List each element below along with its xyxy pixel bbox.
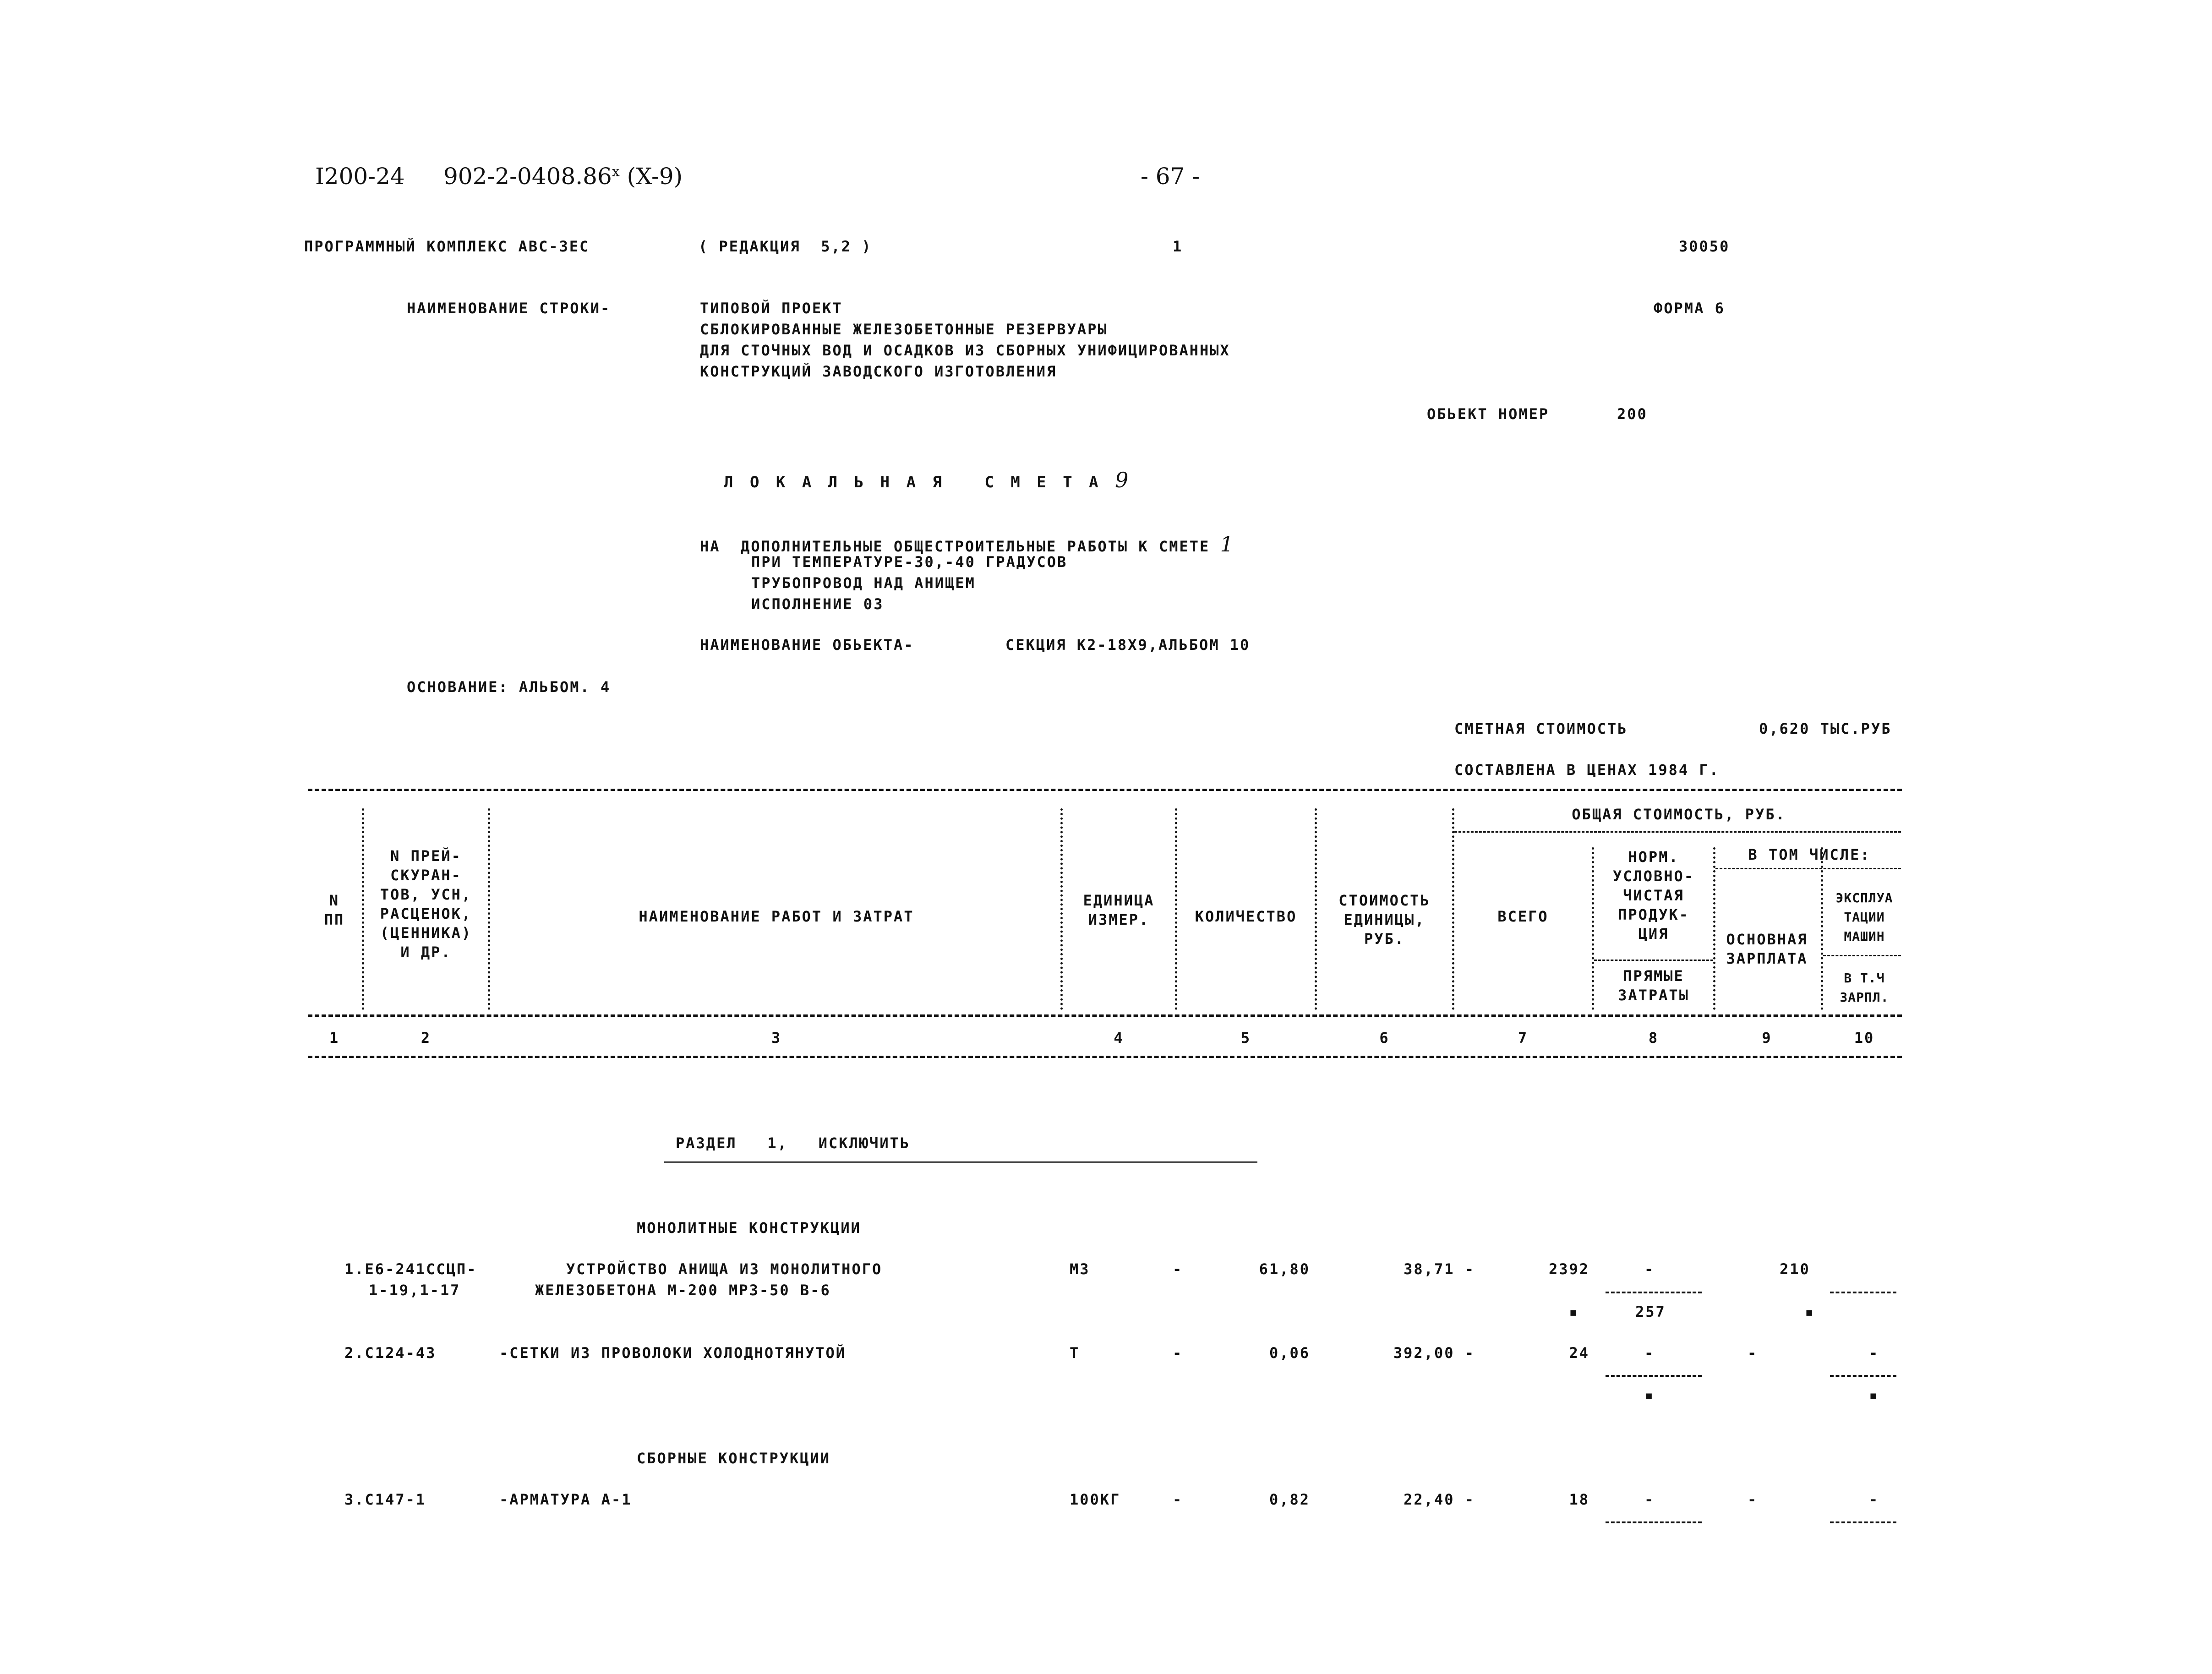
col-divider [1060,808,1063,1010]
row-code-2: 1-19,1-17 [369,1281,461,1299]
col-divider [1315,808,1317,1010]
cell-rule [1606,1521,1702,1523]
col-header-2: N ПРЕЙ- СКУРАН- ТОВ, УСН, РАСЦЕНОК, (ЦЕННИКА) И ДР. [380,847,472,961]
col-num: 7 [1518,1029,1529,1047]
cell-rule [1606,1375,1702,1377]
col-num: 10 [1854,1029,1875,1047]
col-header-1: N ПП [324,892,345,928]
row-dash: - [1173,1260,1183,1278]
col-num: 2 [421,1029,431,1047]
row-qty: 0,06 [1269,1344,1310,1362]
group-prefab: СБОРНЫЕ КОНСТРУКЦИИ [637,1450,831,1467]
object-name-label: НАИМЕНОВАНИЕ ОБЬЕКТА- [700,636,914,654]
section-underline [664,1161,1257,1166]
series-number: I200-24 [315,163,405,190]
line-name-3: ДЛЯ СТОЧНЫХ ВОД И ОСАДКОВ ИЗ СБОРНЫХ УНИФИЦИРОВАННЫХ [700,342,1230,359]
prices-year: СОСТАВЛЕНА В ЦЕНАХ 1984 Г. [1454,761,1720,779]
object-name: СЕКЦИЯ К2-18Х9,АЛЬБОМ 10 [1005,636,1251,654]
col-header-7: ВСЕГО [1497,908,1549,925]
line-name-1: ТИПОВОЙ ПРОЕКТ [700,300,843,317]
row-price: 392,00 - [1393,1344,1475,1362]
object-number-label: ОБЬЕКТ НОМЕР [1427,405,1550,423]
cell-rule [1606,1292,1702,1293]
col-header-10b: В Т.Ч ЗАРПЛ. [1840,971,1889,1005]
row-c10: - [1869,1344,1879,1362]
estimate-for-3: ТРУБОПРОВОД НАД АНИЩЕМ [751,574,976,592]
table-top-rule [308,789,1902,791]
col-header-10a: ЭКСПЛУА ТАЦИИ МАШИН [1835,890,1893,944]
total-cost-rule [1454,831,1901,833]
col-header-8a: НОРМ. УСЛОВНО- ЧИСТАЯ ПРОДУК- ЦИЯ [1612,848,1695,943]
col-divider [1452,808,1454,1010]
col-num: 6 [1379,1029,1390,1047]
row-dot: ▪ [1869,1386,1879,1404]
col-divider [1175,808,1177,1010]
col-divider [1713,847,1715,1010]
row-price: 22,40 - [1404,1491,1475,1508]
col-8-rule [1594,960,1713,961]
cell-rule [1830,1292,1896,1293]
program-complex: ПРОГРАММНЫЙ КОМПЛЕКС АВС-3ЕС [304,238,590,255]
row-name: -СЕТКИ ИЗ ПРОВОЛОКИ ХОЛОДНОТЯНУТОЙ [499,1344,847,1362]
row-total: 24 [1569,1344,1589,1362]
line-name-2: СБЛОКИРОВАННЫЕ ЖЕЛЕЗОБЕТОННЫЕ РЕЗЕРВУАРЫ [700,321,1108,338]
row-c8b: 257 [1635,1303,1666,1320]
row-unit: М3 [1070,1260,1090,1278]
col-header-3: НАИМЕНОВАНИЕ РАБОТ И ЗАТРАТ [639,908,914,925]
col-num: 3 [771,1029,782,1047]
row-qty: 61,80 [1259,1260,1310,1278]
row-name: -АРМАТУРА А-1 [499,1491,632,1508]
row-dot: ▪ [1644,1386,1655,1404]
numbers-bottom-rule [308,1056,1902,1058]
in-that-number-header: В ТОМ ЧИСЛЕ: [1748,846,1871,863]
col-num: 4 [1114,1029,1124,1047]
row-c10: - [1869,1491,1879,1508]
cell-rule [1830,1375,1896,1377]
col-10-rule [1823,955,1901,956]
row-name-2: ЖЕЛЕЗОБЕТОНА М-200 МРЗ-50 В-6 [535,1281,831,1299]
row-code: 2.С124-43 [344,1344,437,1362]
line-name-4: КОНСТРУКЦИЙ ЗАВОДСКОГО ИЗГОТОВЛЕНИЯ [700,363,1057,380]
estimate-for-1: НА ДОПОЛНИТЕЛЬНЫЕ ОБЩЕСТРОИТЕЛЬНЫЕ РАБОТЫ К СМЕТЕ 1 [700,532,1235,556]
project-code: 902-2-0408.86$^x$ (X-9) [443,163,683,190]
row-c8: - [1644,1344,1655,1362]
row-total: 2392 [1548,1260,1589,1278]
col-header-4: ЕДИНИЦА ИЗМЕР. [1083,892,1155,928]
col-header-5: КОЛИЧЕСТВО [1195,908,1297,925]
col-divider [1592,847,1594,1010]
col-num: 8 [1648,1029,1659,1047]
col-divider [362,808,364,1010]
row-total: 18 [1569,1491,1589,1508]
col-num: 9 [1762,1029,1772,1047]
object-number: 200 [1617,405,1648,423]
estimated-cost-value: 0,620 ТЫС.РУБ [1759,720,1892,737]
row-c9: 210 [1780,1260,1810,1278]
form-number: ФОРМА 6 [1654,300,1725,317]
row-dot: ▪ [1569,1303,1579,1320]
row-qty: 0,82 [1269,1491,1310,1508]
document-title: Л О К А Л Ь Н А Я С М Е Т А 9 [724,468,1132,492]
col-num: 5 [1240,1029,1251,1047]
col-divider [488,808,490,1010]
row-dot: ▪ [1805,1303,1815,1320]
row-code: 1.Е6-241ССЦП- [344,1260,477,1278]
basis: ОСНОВАНИЕ: АЛЬБОМ. 4 [407,678,611,696]
header-bottom-rule [308,1014,1902,1017]
in-that-number-rule [1715,868,1901,869]
row-name: УСТРОЙСТВО АНИЩА ИЗ МОНОЛИТНОГО [566,1260,883,1278]
col-header-6: СТОИМОСТЬ ЕДИНИЦЫ, РУБ. [1338,892,1431,948]
estimate-for-2: ПРИ ТЕМПЕРАТУРЕ-30,-40 ГРАДУСОВ [751,553,1068,571]
row-unit: Т [1070,1344,1080,1362]
row-price: 38,71 - [1404,1260,1475,1278]
row-code: 3.С147-1 [344,1491,426,1508]
row-c8: - [1644,1491,1655,1508]
line-name-label: НАИМЕНОВАНИЕ СТРОКИ- [407,300,611,317]
col-divider [1821,847,1823,1010]
page-number: - 67 - [1141,163,1200,190]
estimated-cost-label: СМЕТНАЯ СТОИМОСТЬ [1454,720,1628,737]
row-dash: - [1173,1344,1183,1362]
cell-rule [1830,1521,1896,1523]
row-unit: 100КГ [1070,1491,1121,1508]
group-monolithic: МОНОЛИТНЫЕ КОНСТРУКЦИИ [637,1219,861,1237]
row-c9: - [1748,1491,1758,1508]
row-c8: - [1644,1260,1655,1278]
total-cost-header: ОБЩАЯ СТОИМОСТЬ, РУБ. [1572,806,1786,823]
col-num: 1 [329,1029,340,1047]
row-c9: - [1748,1344,1758,1362]
program-edition: ( РЕДАКЦИЯ 5,2 ) [699,238,872,255]
section-title: РАЗДЕЛ 1, ИСКЛЮЧИТЬ [676,1134,911,1152]
program-one: 1 [1173,238,1183,255]
estimate-for-4: ИСПОЛНЕНИЕ 03 [751,595,884,613]
col-header-8b: ПРЯМЫЕ ЗАТРАТЫ [1618,967,1689,1004]
col-header-9: ОСНОВНАЯ ЗАРПЛАТА [1726,931,1808,967]
row-dash: - [1173,1491,1183,1508]
program-number: 30050 [1679,238,1730,255]
